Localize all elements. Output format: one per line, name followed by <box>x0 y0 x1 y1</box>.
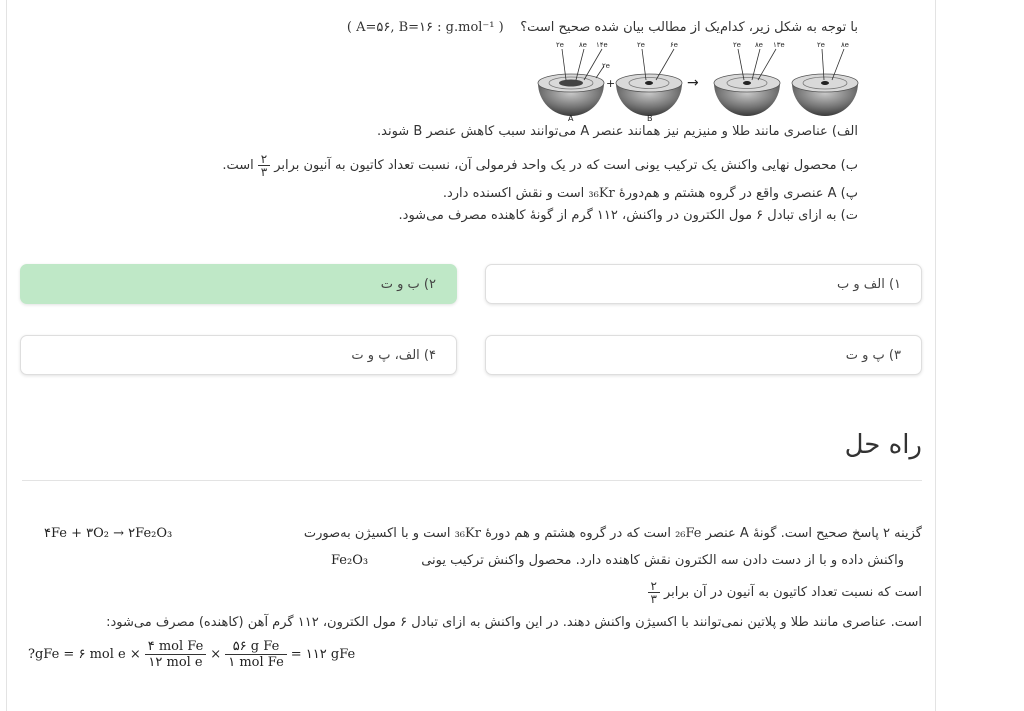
option-3-label: ۳) پ و ت <box>845 347 901 363</box>
label-a: A <box>568 114 574 122</box>
solution-line-3-text: است که نسبت تعداد کاتیون به آنیون در آن برابر <box>663 584 922 600</box>
reaction-arrow: → <box>687 75 699 91</box>
solution-line-4: است. عناصری مانند طلا و پلاتین نمی‌توانند با اکسیژن واکنش دهند. در این واکنش به ازای تبادل ۶ مول الکترون، ۱۱۲ گرم آهن (کاهنده) مصرف می‌شود: <box>106 615 922 630</box>
label-shell: ۶e <box>670 41 678 49</box>
fraction-two-thirds <box>258 153 270 178</box>
calc-fraction-1 <box>145 639 207 670</box>
option-2-label: ۲) ب و ت <box>380 276 436 292</box>
element-kr: ₃₆Kr <box>454 526 481 541</box>
product-formula: Fe₂O₃ <box>331 553 369 568</box>
option-4[interactable] <box>20 335 457 375</box>
calc-fraction-1-num: ۴ mol Fe <box>145 639 207 655</box>
option-2-correct[interactable] <box>20 264 457 304</box>
label-shell: ۲e <box>733 41 741 49</box>
calc-rhs: = ۱۱۲ gFe <box>290 646 356 662</box>
calc-fraction-2 <box>225 639 287 670</box>
label-b: B <box>647 114 653 122</box>
given-molar-masses: ( A=۵۶, B=۱۶ : g.mol⁻¹ ) <box>346 20 504 35</box>
statement-be-text: ب) محصول نهایی واکنش یک ترکیب یونی است که در یک واحد فرمولی آن، نسبت تعداد کاتیون به آنیون برابر <box>274 157 858 173</box>
ratio-fraction <box>648 580 660 605</box>
option-1-label: ۱) الف و ب <box>837 276 901 292</box>
ratio-denominator: ۳ <box>650 591 657 606</box>
option-1[interactable] <box>485 264 922 304</box>
fraction-denominator: ۳ <box>260 164 268 179</box>
question-text: با توجه به شکل زیر، کدام‌یک از مطالب بیان شده صحیح است؟ <box>520 20 858 35</box>
right-border <box>935 0 936 711</box>
statement-pe-end: است و نقش اکسنده دارد. <box>442 186 585 201</box>
solution-line-1-text-b: است که در گروه هشتم و هم دورهٔ <box>485 526 671 541</box>
statement-alef: الف) عناصری مانند طلا و منیزیم نیز همانند عنصر A می‌توانند سبب کاهش عنصر B شوند. <box>377 124 858 139</box>
calc-fraction-1-den: ۱۲ mol e <box>148 654 203 670</box>
plus-sign: + <box>606 77 616 90</box>
reaction-equation: ۴Fe + ۳O₂ → ۲Fe₂O₃ <box>44 526 173 541</box>
calc-fraction-2-num: ۵۶ g Fe <box>225 639 287 655</box>
option-4-label: ۴) الف، پ و ت <box>351 347 436 363</box>
ratio-numerator: ۲ <box>648 580 660 593</box>
solution-line-2-text: واکنش داده و با از دست دادن سه الکترون نقش کاهنده دارد. محصول واکنش ترکیب یونی <box>421 553 904 568</box>
element-kr: ₃₆Kr <box>588 186 615 201</box>
solution-line-1 <box>304 526 922 541</box>
label-shell: ۸e <box>755 41 763 49</box>
label-shell: ۸e <box>579 41 587 49</box>
atom-a-after <box>714 74 780 116</box>
statement-pe-text: پ) A عنصری واقع در گروه هشتم و هم‌دورهٔ <box>618 186 858 201</box>
atom-a-before <box>538 74 604 116</box>
atom-b-before <box>616 74 682 116</box>
stoichiometry-calculation <box>28 632 355 676</box>
label-shell: ۲e <box>556 41 564 49</box>
option-3[interactable] <box>485 335 922 375</box>
calc-times: × <box>210 646 222 662</box>
atom-b-after <box>792 74 858 116</box>
fraction-numerator: ۲ <box>258 153 270 166</box>
reaction-figure <box>532 38 862 122</box>
statement-te: ت) به ازای تبادل ۶ مول الکترون در واکنش، ۱۱۲ گرم از گونهٔ کاهنده مصرف می‌شود. <box>398 208 858 223</box>
label-shell: ۸e <box>841 41 849 49</box>
solution-line-1-text: گزینه ۲ پاسخ صحیح است. گونهٔ A عنصر <box>705 526 922 541</box>
calc-lhs: ?gFe = ۶ mol e × <box>28 646 141 662</box>
label-shell: ۱۴e <box>596 41 608 49</box>
label-shell: ۱۳e <box>773 41 785 49</box>
statement-pe <box>443 186 858 201</box>
label-shell: ۲e <box>817 41 825 49</box>
label-shell: ۲e <box>637 41 645 49</box>
solution-line-1-text-c: است و با اکسیژن به‌صورت <box>303 526 451 541</box>
solution-line-2 <box>421 553 904 568</box>
statement-be <box>222 150 858 180</box>
label-shell: ۲e <box>602 62 610 70</box>
solution-divider <box>22 480 922 481</box>
solution-title: راه حل <box>844 430 922 460</box>
left-border <box>6 0 7 711</box>
question-stem <box>347 20 858 35</box>
calc-fraction-2-den: ۱ mol Fe <box>228 654 284 670</box>
element-fe: ₂₆Fe <box>675 526 702 541</box>
statement-be-end: است. <box>222 157 254 173</box>
solution-line-3 <box>644 576 922 608</box>
